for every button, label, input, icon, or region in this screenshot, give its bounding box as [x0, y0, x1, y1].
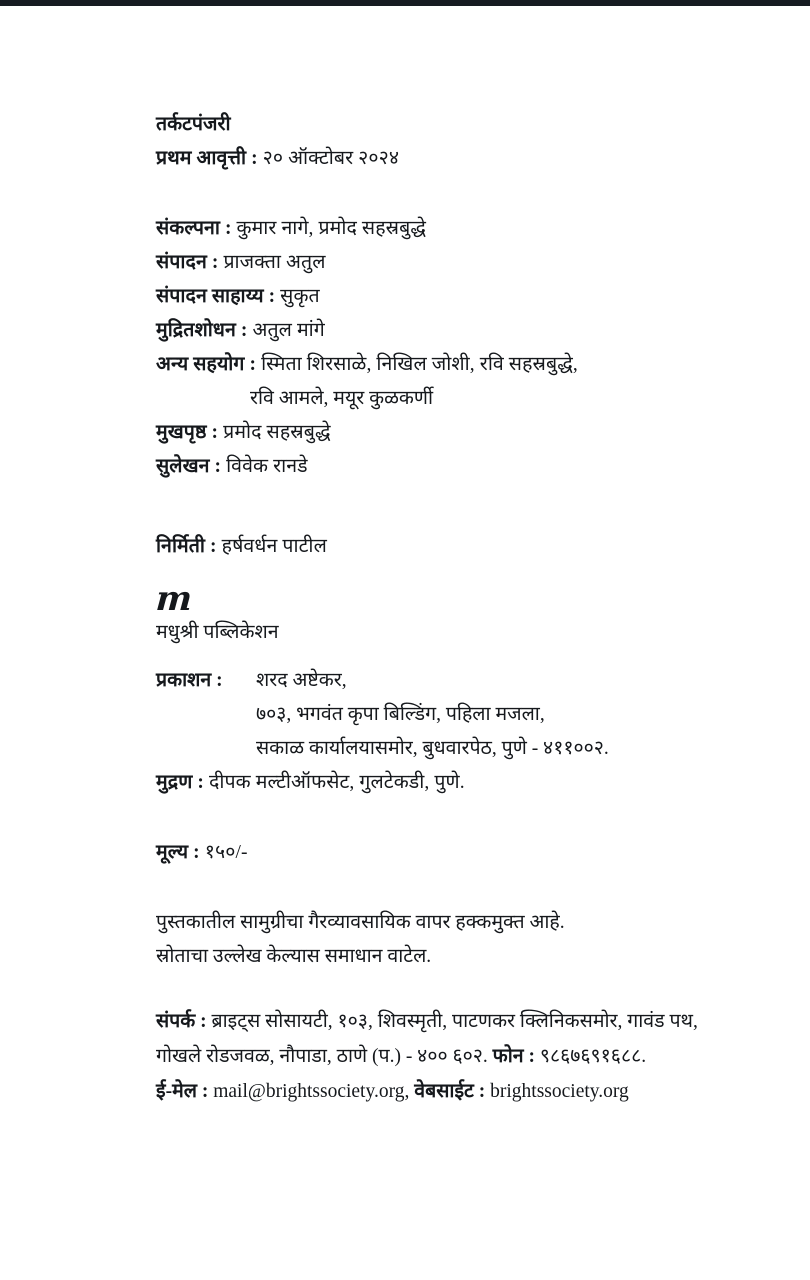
- credit-label: संकल्पना: [156, 218, 220, 239]
- publication-line: ७०३, भगवंत कृपा बिल्डिंग, पहिला मजला,: [256, 704, 545, 725]
- spacer-before-publication: [156, 648, 756, 664]
- production-label: निर्मिती: [156, 536, 206, 557]
- phone-label: फोन: [492, 1046, 524, 1067]
- printing-row: [156, 766, 756, 800]
- contact-online-block: [156, 1074, 722, 1109]
- credit-value: स्मिता शिरसाळे, निखिल जोशी, रवि सहस्रबुद्धे,: [261, 354, 578, 375]
- credit-row-cover: [156, 416, 756, 450]
- credit-label: सुलेखन: [156, 456, 210, 477]
- credit-separator: :: [219, 218, 237, 239]
- spacer-before-contact: [156, 974, 756, 1004]
- website-separator: :: [473, 1081, 491, 1102]
- credit-label: संपादन साहाय्य: [156, 286, 264, 307]
- website-label: वेबसाईट: [414, 1081, 474, 1102]
- publication-label: प्रकाशन :: [156, 670, 223, 691]
- credit-value: अतुल मांगे: [252, 320, 325, 341]
- credit-value: प्रमोद सहस्रबुद्धे: [223, 422, 331, 443]
- spacer-before-notice: [156, 870, 756, 906]
- credit-row-concept: [156, 212, 756, 246]
- spacer-before-price: [156, 800, 756, 836]
- printing-label: मुद्रण: [156, 772, 193, 793]
- credit-row-editing: [156, 246, 756, 280]
- publication-line: शरद अष्टेकर,: [256, 670, 347, 691]
- credit-value: सुकृत: [280, 286, 320, 307]
- usage-notice-line: पुस्तकातील सामुग्रीचा गैरव्यावसायिक वापर हक्कमुक्त आहे.: [156, 912, 565, 933]
- publisher-name: मधुश्री पब्लिकेशन: [156, 622, 279, 643]
- price-row: [156, 836, 756, 870]
- printing-separator: :: [192, 772, 209, 793]
- credit-separator: :: [209, 456, 227, 477]
- publication-line: सकाळ कार्यालयासमोर, बुधवारपेठ, पुणे - ४११००२.: [256, 738, 609, 759]
- publication-row: [156, 664, 756, 698]
- usage-notice-line: स्रोताचा उल्लेख केल्यास समाधान वाटेल.: [156, 946, 432, 967]
- credit-label: मुद्रितशोधन: [156, 320, 236, 341]
- credit-separator: :: [263, 286, 281, 307]
- price-label: मूल्य: [156, 842, 189, 863]
- printing-value: दीपक मल्टीऑफसेट, गुलटेकडी, पुणे.: [208, 772, 465, 793]
- credit-separator: :: [206, 422, 224, 443]
- spacer-before-logo: [156, 564, 756, 580]
- website-value: brightssociety.org: [490, 1081, 629, 1102]
- credit-row-editing-assistance: [156, 280, 756, 314]
- edition-line: [156, 142, 756, 176]
- credit-value: प्राजक्ता अतुल: [223, 252, 326, 273]
- credit-label: अन्य सहयोग: [156, 354, 245, 375]
- production-value: हर्षवर्धन पाटील: [221, 536, 327, 557]
- email-value: mail@brightssociety.org,: [213, 1081, 410, 1102]
- credit-row-proofreading: [156, 314, 756, 348]
- edition-value: २० ऑक्टोबर २०२४: [262, 148, 400, 169]
- edition-separator: :: [246, 148, 263, 169]
- spacer-before-production: [156, 484, 756, 530]
- imprint-content: [156, 108, 756, 1109]
- spacer-after-edition: [156, 176, 756, 212]
- contact-label: संपर्क: [156, 1011, 196, 1032]
- book-title: तर्कटपंजरी: [156, 114, 231, 135]
- contact-separator: :: [195, 1011, 212, 1032]
- phone-value: ९८६७६९१६८८.: [539, 1046, 647, 1067]
- credit-separator: :: [235, 320, 253, 341]
- production-row: [156, 530, 756, 564]
- credit-value-continuation: रवि आमले, मयूर कुळकर्णी: [250, 388, 434, 409]
- price-value: १५०/-: [204, 842, 248, 863]
- credit-label: मुखपृष्ठ: [156, 422, 207, 443]
- publisher-logo: [156, 580, 756, 648]
- credit-label: संपादन: [156, 252, 207, 273]
- production-separator: :: [205, 536, 222, 557]
- phone-separator: :: [523, 1046, 540, 1067]
- contact-block: [156, 1004, 722, 1074]
- price-separator: :: [188, 842, 205, 863]
- credit-row-other-support: [156, 348, 756, 382]
- edition-label: प्रथम आवृत्ती: [156, 148, 247, 169]
- email-separator: :: [196, 1081, 214, 1102]
- credit-value: विवेक रानडे: [226, 456, 308, 477]
- credit-value: कुमार नागे, प्रमोद सहस्रबुद्धे: [236, 218, 427, 239]
- contact-address: ब्राइट्स सोसायटी, १०३, शिवस्मृती, पाटणकर क्लिनिकसमोर, गावंड पथ, गोखले रोडजवळ, नौपाडा, ठाणे (प.) - ४०० ६०२.: [156, 1011, 698, 1067]
- credit-separator: :: [206, 252, 224, 273]
- credit-separator: :: [244, 354, 262, 375]
- madhushree-m-icon: m: [154, 579, 193, 619]
- credit-row-calligraphy: [156, 450, 756, 484]
- email-label: ई-मेल: [156, 1081, 197, 1102]
